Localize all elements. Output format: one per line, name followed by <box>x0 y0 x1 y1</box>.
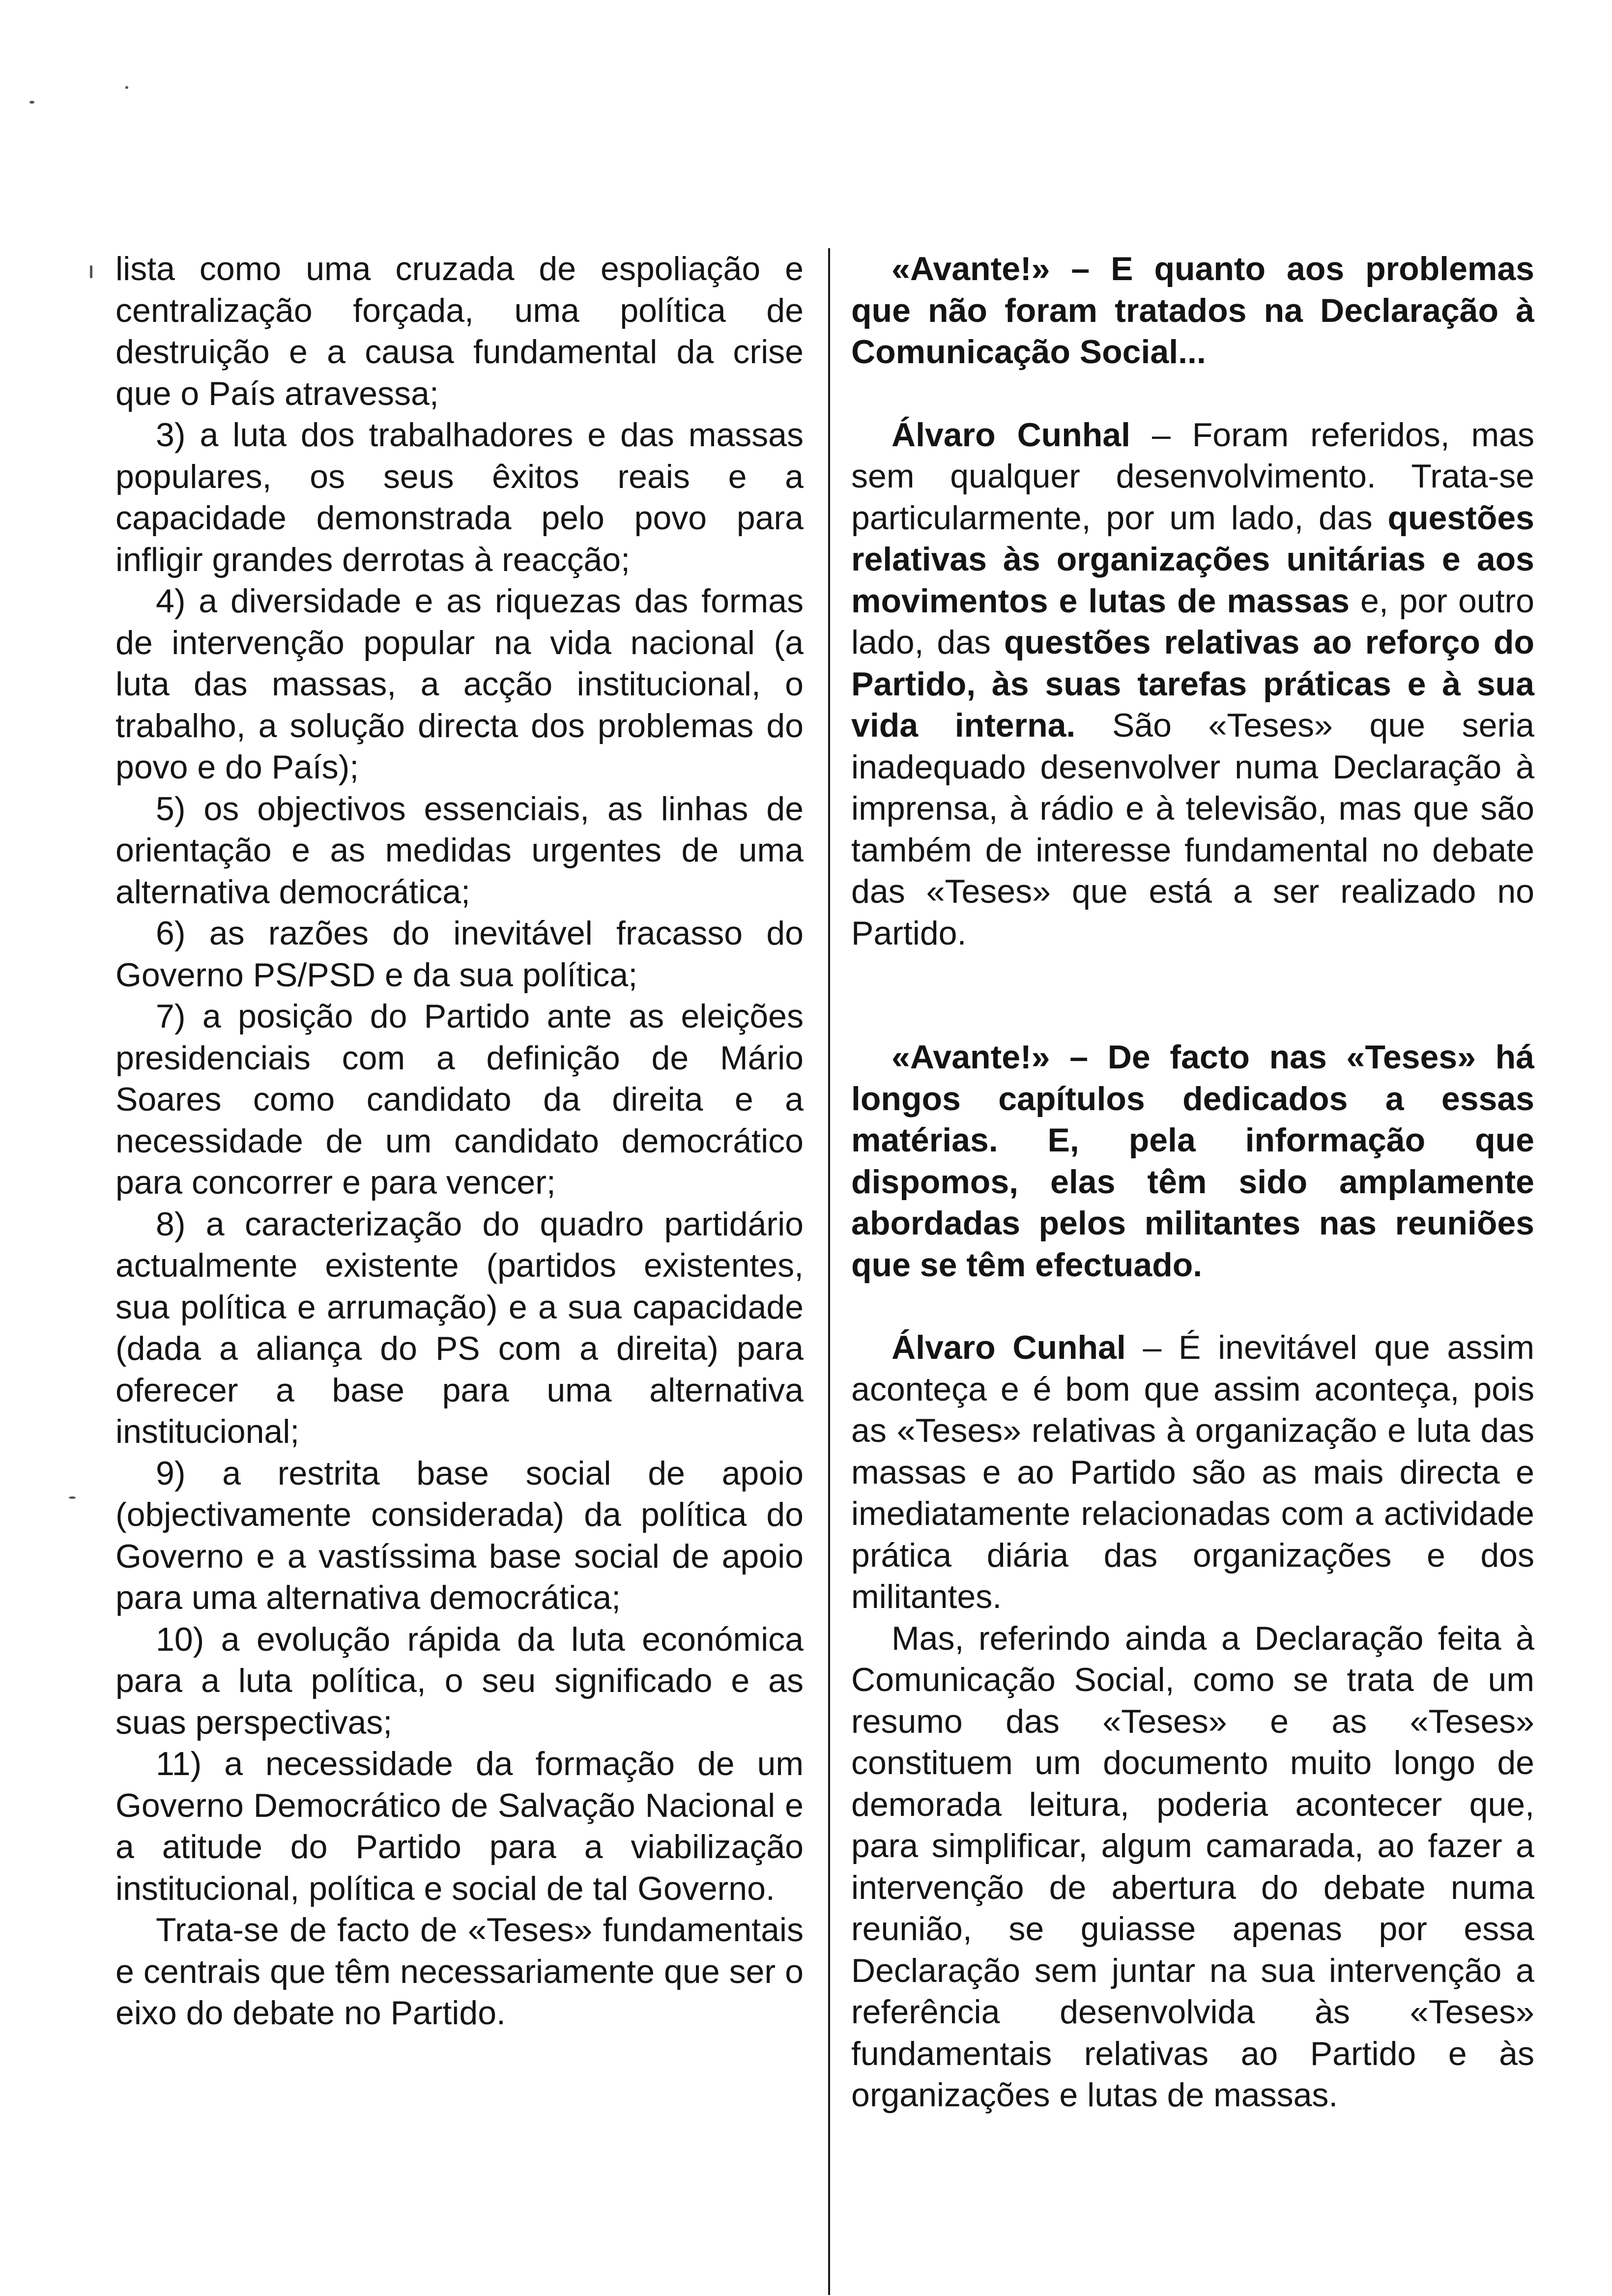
list-item-8: 8) a caracterização do quadro partidário actualmente existente (partidos existentes, sua política e arrumação) e a sua capacidade (dada a aliança do PS com a direita) para oferecer a base para uma alternativa institucional; <box>115 1205 804 1450</box>
list-item-4: 4) a diversidade e as riquezas das formas de intervenção popular na vida nacional (a luta das massas, a acção institucional, o trabalho, a solução directa dos problemas do povo e do País); <box>115 582 804 786</box>
speaker-name: Álvaro Cunhal <box>892 1329 1126 1366</box>
speaker-name: Álvaro Cunhal <box>892 416 1131 454</box>
list-item-3: 3) a luta dos trabalhadores e das massas populares, os seus êxitos reais e a capacidade demonstrada pelo povo para infligir grandes derrotas à reacção; <box>115 416 804 578</box>
list-item-5: 5) os objectivos essenciais, as linhas de orientação e as medidas urgentes de uma alternativa democrática; <box>115 790 804 911</box>
left-paragraph-conclusion: Trata-se de facto de «Teses» fundamentais e centrais que têm necessariamente que ser o eixo do debate no Partido. <box>115 1911 804 2032</box>
answer-dash: – <box>1130 416 1192 454</box>
answer-2-text: É inevitável que assim aconteça e é bom que assim aconteça, pois as «Teses» relativas à organização e luta das massas e ao Partido são as mais directa e imediatamente relacionadas com a actividade prática diária das organizações e dos militantes. <box>851 1329 1534 1615</box>
scan-speck <box>125 86 128 89</box>
interview-answer-1 <box>851 414 1534 954</box>
list-item-6: 6) as razões do inevitável fracasso do Governo PS/PSD e da sua política; <box>115 915 804 994</box>
interview-question-1: «Avante!» – E quanto aos problemas que não foram tratados na Declaração à Comunicação Social... <box>851 250 1534 371</box>
scan-speck <box>90 265 92 278</box>
right-column <box>851 248 1534 2116</box>
interview-question-2: «Avante!» – De facto nas «Teses» há longos capítulos dedicados a essas matérias. E, pela informação que dispomos, elas têm sido amplamente abordadas pelos militantes nas reuniões que se têm efectuado. <box>851 1038 1534 1284</box>
answer-dash: – <box>1125 1329 1179 1366</box>
answer-1-text-1: Foram referidos, mas sem qualquer desenvolvimento. Trata-se particularmente, por um lado, das <box>851 416 1535 537</box>
list-item-7: 7) a posição do Partido ante as eleições presidenciais com a definição de Mário Soares como candidato da direita e a necessidade de um candidato democrático para concorrer e para vencer; <box>115 998 804 1201</box>
column-divider <box>828 248 830 2295</box>
list-item-9: 9) a restrita base social de apoio (objectivamente considerada) da política do Governo e a vastíssima base social de apoio para uma alternativa democrática; <box>115 1454 804 1616</box>
scan-speck <box>29 101 34 104</box>
interview-answer-2 <box>851 1327 1534 1618</box>
answer-1-bold-2: questões relativas ao reforço do Partido, às suas tarefas práticas e à sua vida interna. <box>851 624 1534 744</box>
answer-1-text-3: São «Teses» que seria inadequado desenvolver numa Declaração à imprensa, à rádio e à televisão, mas que são também de interesse fundamental no debate das «Teses» que está a ser realizado no Partido. <box>851 707 1534 952</box>
left-paragraph-intro: lista como uma cruzada de espoliação e centralização forçada, uma política de destruição e a causa fundamental da crise que o País atravessa; <box>115 250 804 412</box>
answer-1-text-2: e, por outro lado, das <box>851 582 1534 661</box>
list-item-10: 10) a evolução rápida da luta económica para a luta política, o seu significado e as suas perspectivas; <box>115 1620 804 1741</box>
answer-1-bold-1: questões relativas às organizações unitárias e aos movimentos e lutas de massas <box>851 499 1534 620</box>
list-item-11: 11) a necessidade da formação de um Governo Democrático de Salvação Nacional e a atitude do Partido para a viabilização institucional, política e social de tal Governo. <box>115 1745 804 1907</box>
scan-speck <box>69 1496 76 1499</box>
interview-paragraph-final: Mas, referindo ainda a Declaração feita à Comunicação Social, como se trata de um resumo das «Teses» e as «Teses» constituem um documento muito longo de demorada leitura, poderia acontecer que, para simplificar, algum camarada, ao fazer a intervenção de abertura do debate numa reunião, se guiasse apenas por essa Declaração sem juntar na sua intervenção a referência desenvolvida às «Teses» fundamentais relativas ao Partido e às organizações e lutas de massas. <box>851 1619 1534 2114</box>
left-column <box>115 248 804 2034</box>
